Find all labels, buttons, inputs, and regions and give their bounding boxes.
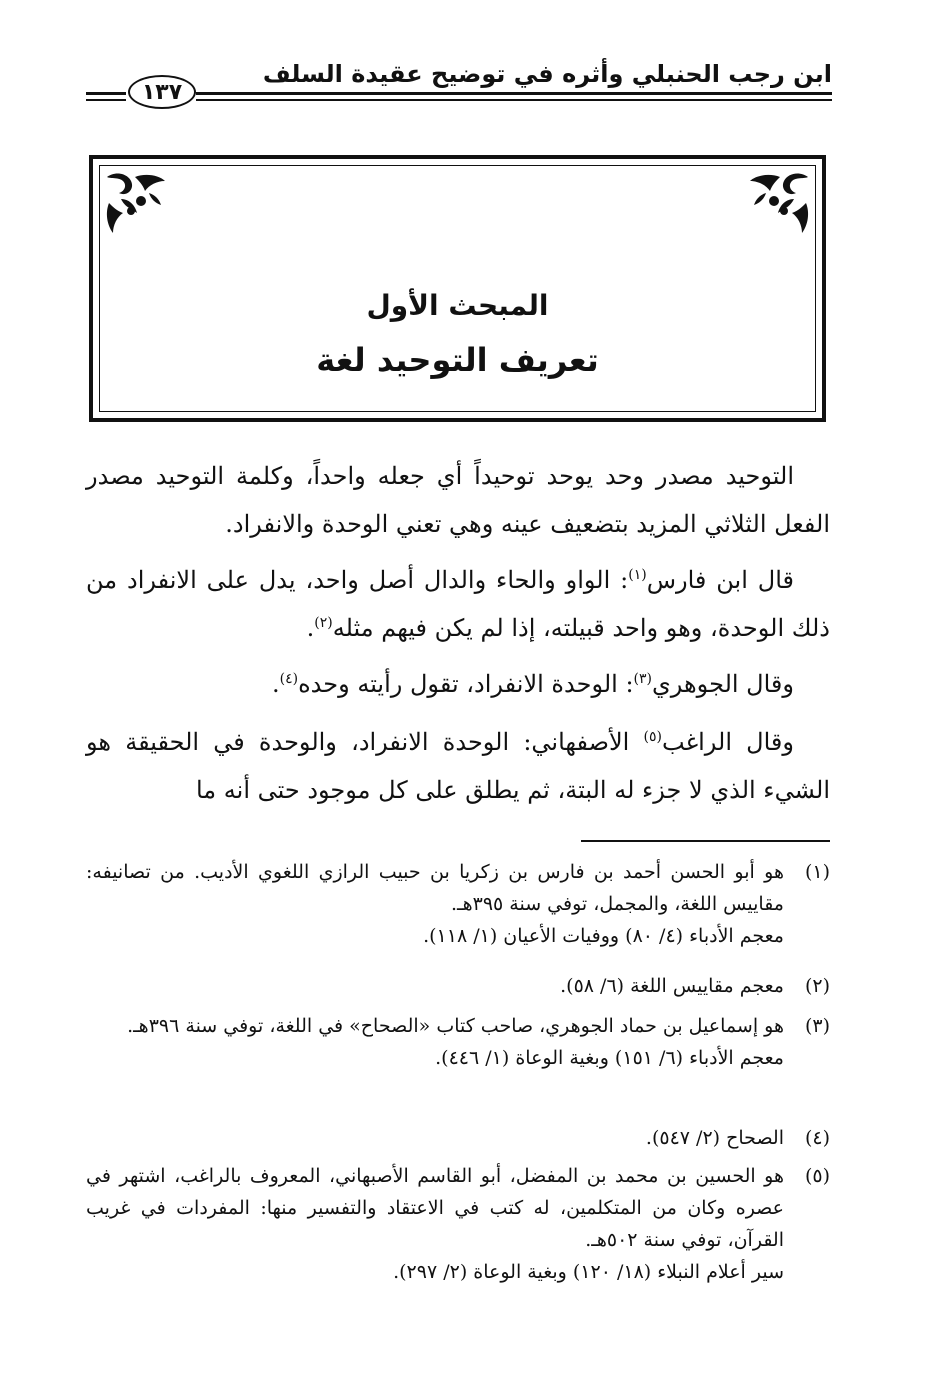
footnote-reference[interactable]: (٥) bbox=[643, 729, 662, 745]
footnote bbox=[86, 1122, 830, 1154]
footnote-source: معجم الأدباء (٤/ ٨٠) ووفيات الأعيان (١/ ١١٨). bbox=[423, 925, 784, 947]
paragraph-text: . bbox=[306, 614, 315, 642]
paragraph-text: الأصفهاني: الوحدة الانفراد، والوحدة في الحقيقة هو الشيء الذي لا جزء له البتة، ثم يطلق على كل موجود حتى أنه ما bbox=[86, 728, 830, 804]
body-paragraph bbox=[86, 556, 830, 652]
footnote-text: هو إسماعيل بن حماد الجوهري، صاحب كتاب «الصحاح» في اللغة، توفي سنة ٣٩٦هـ. bbox=[127, 1015, 784, 1037]
footnote bbox=[86, 1160, 830, 1288]
footnote-number: (٥) bbox=[804, 1165, 830, 1187]
footnote-text: هو أبو الحسن أحمد بن فارس بن زكريا بن حبيب الرازي اللغوي الأديب. من تصانيفه: مقاييس اللغة، والمجمل، توفي سنة ٣٩٥هـ. bbox=[86, 861, 784, 915]
paragraph-text: قال ابن فارس bbox=[646, 566, 794, 594]
footnote-number: (٤) bbox=[804, 1127, 830, 1149]
footnote-separator bbox=[581, 840, 830, 842]
header-rule-thick bbox=[196, 92, 832, 95]
footnote-number: (٢) bbox=[804, 975, 830, 997]
footnote-reference[interactable]: (١) bbox=[628, 567, 647, 583]
body-paragraph bbox=[86, 452, 830, 548]
footnote bbox=[86, 970, 830, 1002]
page-number-badge: ١٣٧ bbox=[128, 75, 196, 109]
body-paragraph bbox=[86, 718, 830, 814]
section-title-frame bbox=[89, 155, 826, 422]
footnote-reference[interactable]: (٤) bbox=[279, 671, 299, 687]
footnote-text: معجم مقاييس اللغة (٦/ ٥٨). bbox=[560, 975, 784, 997]
footnote-reference[interactable]: (٣) bbox=[633, 671, 652, 687]
section-title: تعريف التوحيد لغة bbox=[316, 341, 599, 379]
header-rule-thick bbox=[86, 92, 126, 95]
footnote-number: (١) bbox=[804, 861, 830, 883]
paragraph-text: وقال الجوهري bbox=[652, 670, 794, 698]
paragraph-text: . bbox=[271, 670, 280, 698]
header-rule-thin bbox=[196, 99, 832, 101]
corner-ornament-icon bbox=[744, 169, 814, 239]
paragraph-text: : الواو والحاء والدال أصل واحد، يدل على الانفراد من ذلك الوحدة، وهو واحد قبيلته، إذا لم يكن فيهم مثله bbox=[86, 566, 830, 642]
footnote-number: (٣) bbox=[804, 1015, 830, 1037]
paragraph-text: : الوحدة الانفراد، تقول رأيته وحده bbox=[298, 670, 634, 698]
corner-ornament-icon bbox=[101, 169, 171, 239]
paragraph-text: التوحيد مصدر وحد يوحد توحيداً أي جعله واحداً، وكلمة التوحيد مصدر الفعل الثلاثي المزيد بتضعيف عينه وهي تعني الوحدة والانفراد. bbox=[86, 462, 830, 538]
body-paragraph bbox=[86, 660, 830, 708]
footnote bbox=[86, 856, 830, 952]
footnote-source: سير أعلام النبلاء (١٨/ ١٢٠) وبغية الوعاة (٢/ ٢٩٧). bbox=[393, 1261, 784, 1283]
footnote bbox=[86, 1010, 830, 1074]
footnote-text: هو الحسين بن محمد بن المفضل، أبو القاسم الأصبهاني، المعروف بالراغب، اشتهر في عصره وكان من المتكلمين، له كتب في الاعتقاد والتفسير منها: المفردات في غريب القرآن، توفي سنة ٥٠٢هـ. bbox=[86, 1165, 784, 1251]
header-rule-thin bbox=[86, 99, 126, 101]
running-header-title: ابن رجب الحنبلي وأثره في توضيح عقيدة السلف bbox=[262, 60, 832, 88]
footnote-reference[interactable]: (٢) bbox=[314, 615, 333, 631]
footnote-source: معجم الأدباء (٦/ ١٥١) وبغية الوعاة (١/ ٤٤٦). bbox=[435, 1047, 784, 1069]
paragraph-text: وقال الراغب bbox=[662, 728, 794, 756]
section-heading: المبحث الأول bbox=[366, 289, 549, 322]
footnote-text: الصحاح (٢/ ٥٤٧). bbox=[645, 1127, 784, 1149]
